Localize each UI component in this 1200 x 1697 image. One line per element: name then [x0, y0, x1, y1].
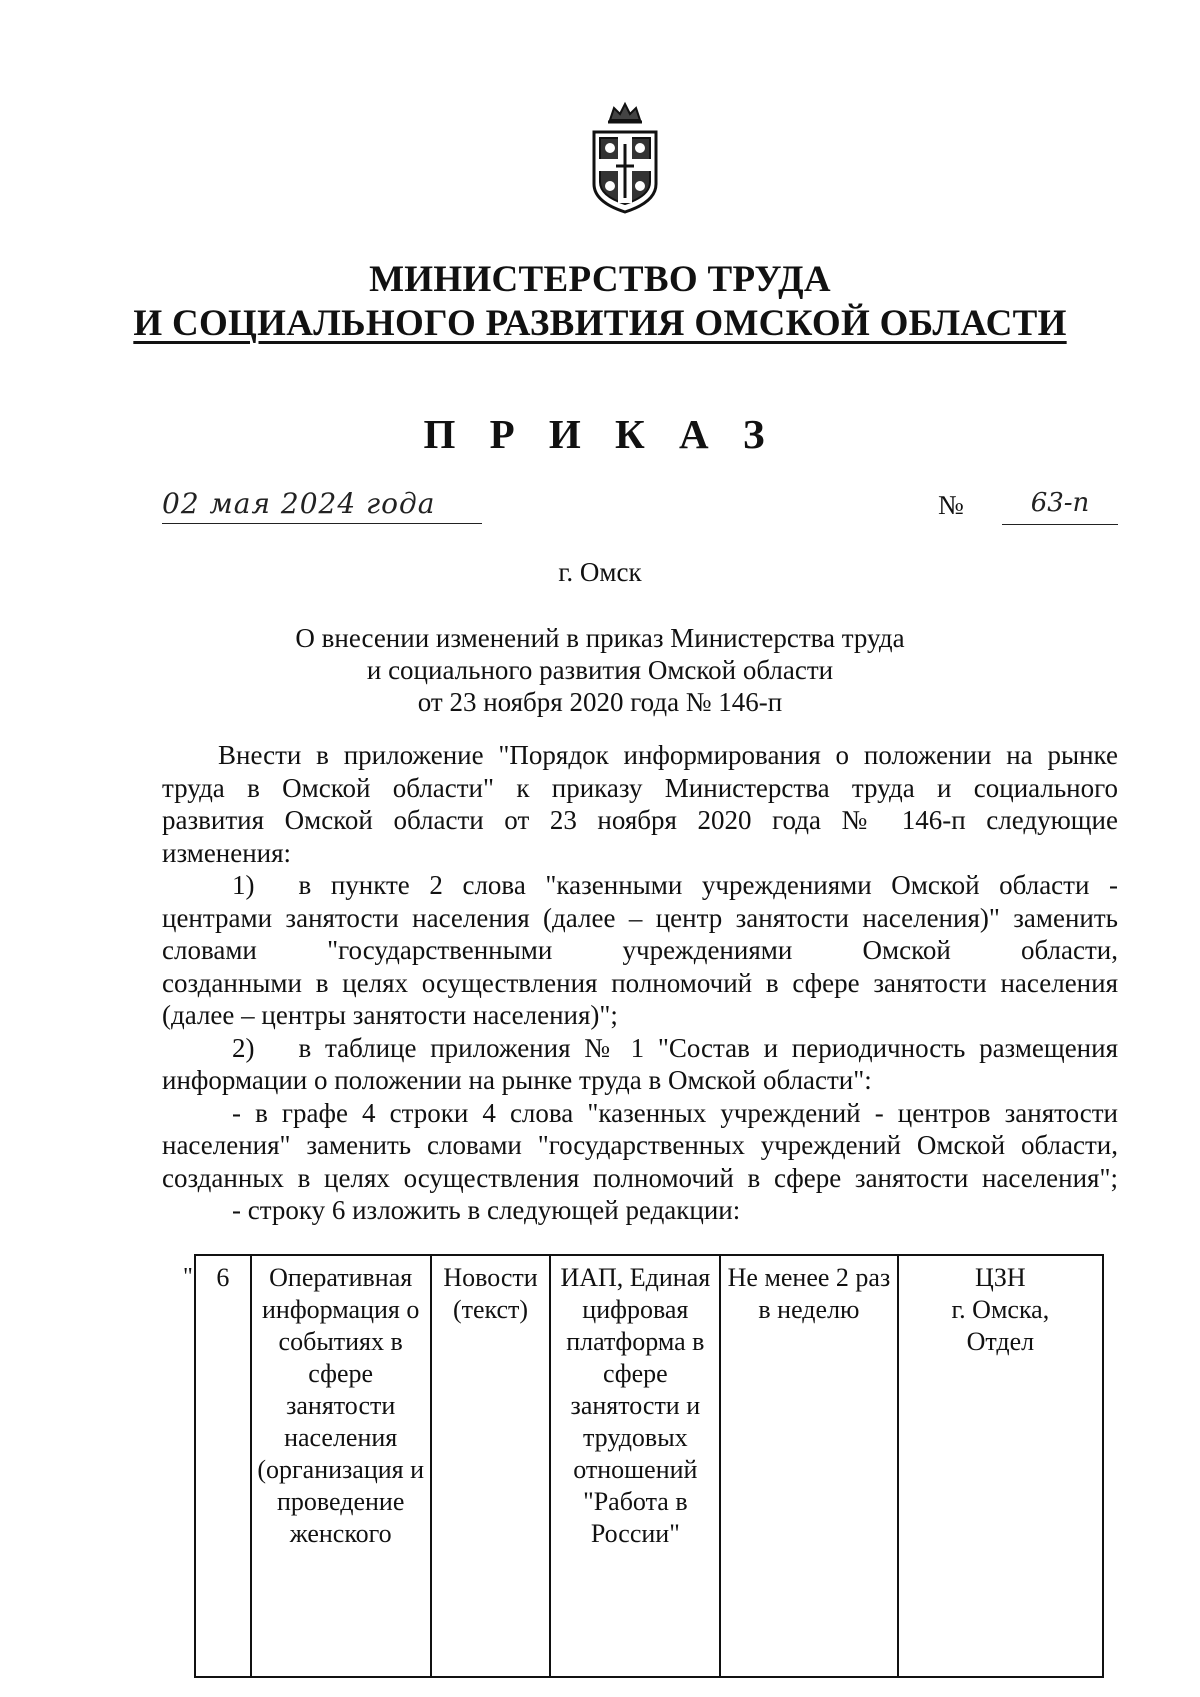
- table-cell-format: [431, 1255, 551, 1677]
- item-1-first-line: [162, 869, 1118, 902]
- body-line: информации о положении на рынке труда в Омской области":: [162, 1065, 872, 1095]
- table-cell-line: г. Омска,: [951, 1295, 1050, 1324]
- table-cell-line: отношений: [573, 1455, 698, 1484]
- table-cell-line: ИАП, Единая: [560, 1263, 711, 1292]
- table-cell-line: 6: [216, 1263, 230, 1292]
- table-cell-line: занятости и: [570, 1391, 701, 1420]
- table-opening-quote: ": [183, 1264, 193, 1290]
- date-underline: [162, 523, 482, 524]
- table-cell-platform: [550, 1255, 720, 1677]
- body-line: центрами занятости населения (далее – центр занятости населения)" заменить: [162, 902, 1118, 933]
- table-cell-line: информация о: [261, 1295, 420, 1324]
- table-cell-line: платформа в: [566, 1327, 705, 1356]
- amended-table-row: [194, 1254, 1104, 1678]
- table-cell-line: Отдел: [966, 1327, 1035, 1356]
- handwritten-number: 63-п: [1030, 488, 1090, 518]
- table-cell-line: Новости: [443, 1263, 538, 1292]
- number-underline: [1002, 524, 1118, 525]
- table-cell-responsible: [898, 1255, 1103, 1677]
- table-cell-line: ЦЗН: [975, 1263, 1026, 1292]
- item-1-number: 1): [232, 870, 255, 900]
- body-line: в таблице приложения № 1 "Состав и периодичность размещения: [298, 1032, 1118, 1063]
- coat-of-arms-icon: [588, 100, 662, 218]
- table-cell-line: "Работа в: [583, 1487, 688, 1516]
- table-cell-line: событиях в: [278, 1327, 403, 1356]
- subject-line: О внесении изменений в приказ Министерства труда: [295, 623, 905, 653]
- item-2-first-line: [162, 1032, 1118, 1065]
- ministry-name-line2: [0, 302, 1200, 345]
- body-line: развития Омской области от 23 ноября 2020 года № 146-п следующие: [162, 805, 1118, 835]
- ministry-name-line2-text: И СОЦИАЛЬНОГО РАЗВИТИЯ ОМСКОЙ ОБЛАСТИ: [133, 303, 1067, 344]
- table-cell-line: населения: [284, 1423, 398, 1452]
- body-line: Внести в приложение "Порядок информирования о положении на рынке: [218, 740, 1118, 770]
- body-line: в пункте 2 слова "казенными учреждениями Омской области -: [298, 870, 1118, 900]
- table-cell-line: женского: [289, 1519, 392, 1548]
- document-type-title: П Р И К А З: [423, 411, 777, 457]
- body-line: изменения:: [162, 837, 292, 868]
- table-cell-number: [195, 1255, 251, 1677]
- body-line: созданными в целях осуществления полномочий в сфере занятости населения: [162, 967, 1118, 998]
- table-cell-line: (организация и: [257, 1455, 425, 1484]
- table-cell-line: Оперативная: [269, 1263, 413, 1292]
- table-cell-line: сфере: [308, 1359, 374, 1388]
- body-line: созданных в целях осуществления полномочий в сфере занятости населения";: [162, 1162, 1118, 1193]
- table-cell-line: занятости: [286, 1391, 396, 1420]
- ministry-name-line1: МИНИСТЕРСТВО ТРУДА: [369, 259, 831, 300]
- table-cell-info: [251, 1255, 431, 1677]
- table-cell-line: сфере: [602, 1359, 668, 1388]
- table-cell-line: цифровая: [582, 1295, 689, 1324]
- body-line: населения" заменить словами "государственных учреждений Омской области,: [162, 1130, 1118, 1160]
- order-subject: [0, 622, 1200, 718]
- table-cell-line: проведение: [276, 1487, 405, 1516]
- order-number-label: №: [938, 490, 964, 520]
- subject-line: от 23 ноября 2020 года № 146-п: [417, 687, 783, 717]
- city: г. Омск: [558, 557, 642, 587]
- item-2-number: 2): [232, 1032, 255, 1063]
- body-line: (далее – центры занятости населения)";: [162, 1000, 618, 1030]
- table-cell-line: в неделю: [758, 1295, 860, 1324]
- body-line: труда в Омской области" к приказу Министерства труда и социального: [162, 772, 1118, 803]
- order-body: [162, 739, 1118, 1227]
- subject-line: и социального развития Омской области: [366, 655, 834, 685]
- table-cell-line: (текст): [452, 1295, 529, 1324]
- table-cell-line: Не менее 2 раз: [727, 1263, 891, 1292]
- table-cell-line: России": [590, 1519, 680, 1548]
- table-cell-periodicity: [720, 1255, 897, 1677]
- order-number: [1002, 488, 1118, 518]
- order-date: [162, 487, 482, 520]
- handwritten-date: 02 мая 2024 года: [162, 487, 436, 520]
- body-line: - строку 6 изложить в следующей редакции:: [232, 1195, 741, 1225]
- table-row: [195, 1255, 1103, 1677]
- body-line: - в графе 4 строки 4 слова "казенных учреждений - центров занятости: [232, 1097, 1118, 1128]
- body-line: словами "государственными учреждениями Омской области,: [162, 935, 1118, 965]
- table-cell-line: трудовых: [583, 1423, 688, 1452]
